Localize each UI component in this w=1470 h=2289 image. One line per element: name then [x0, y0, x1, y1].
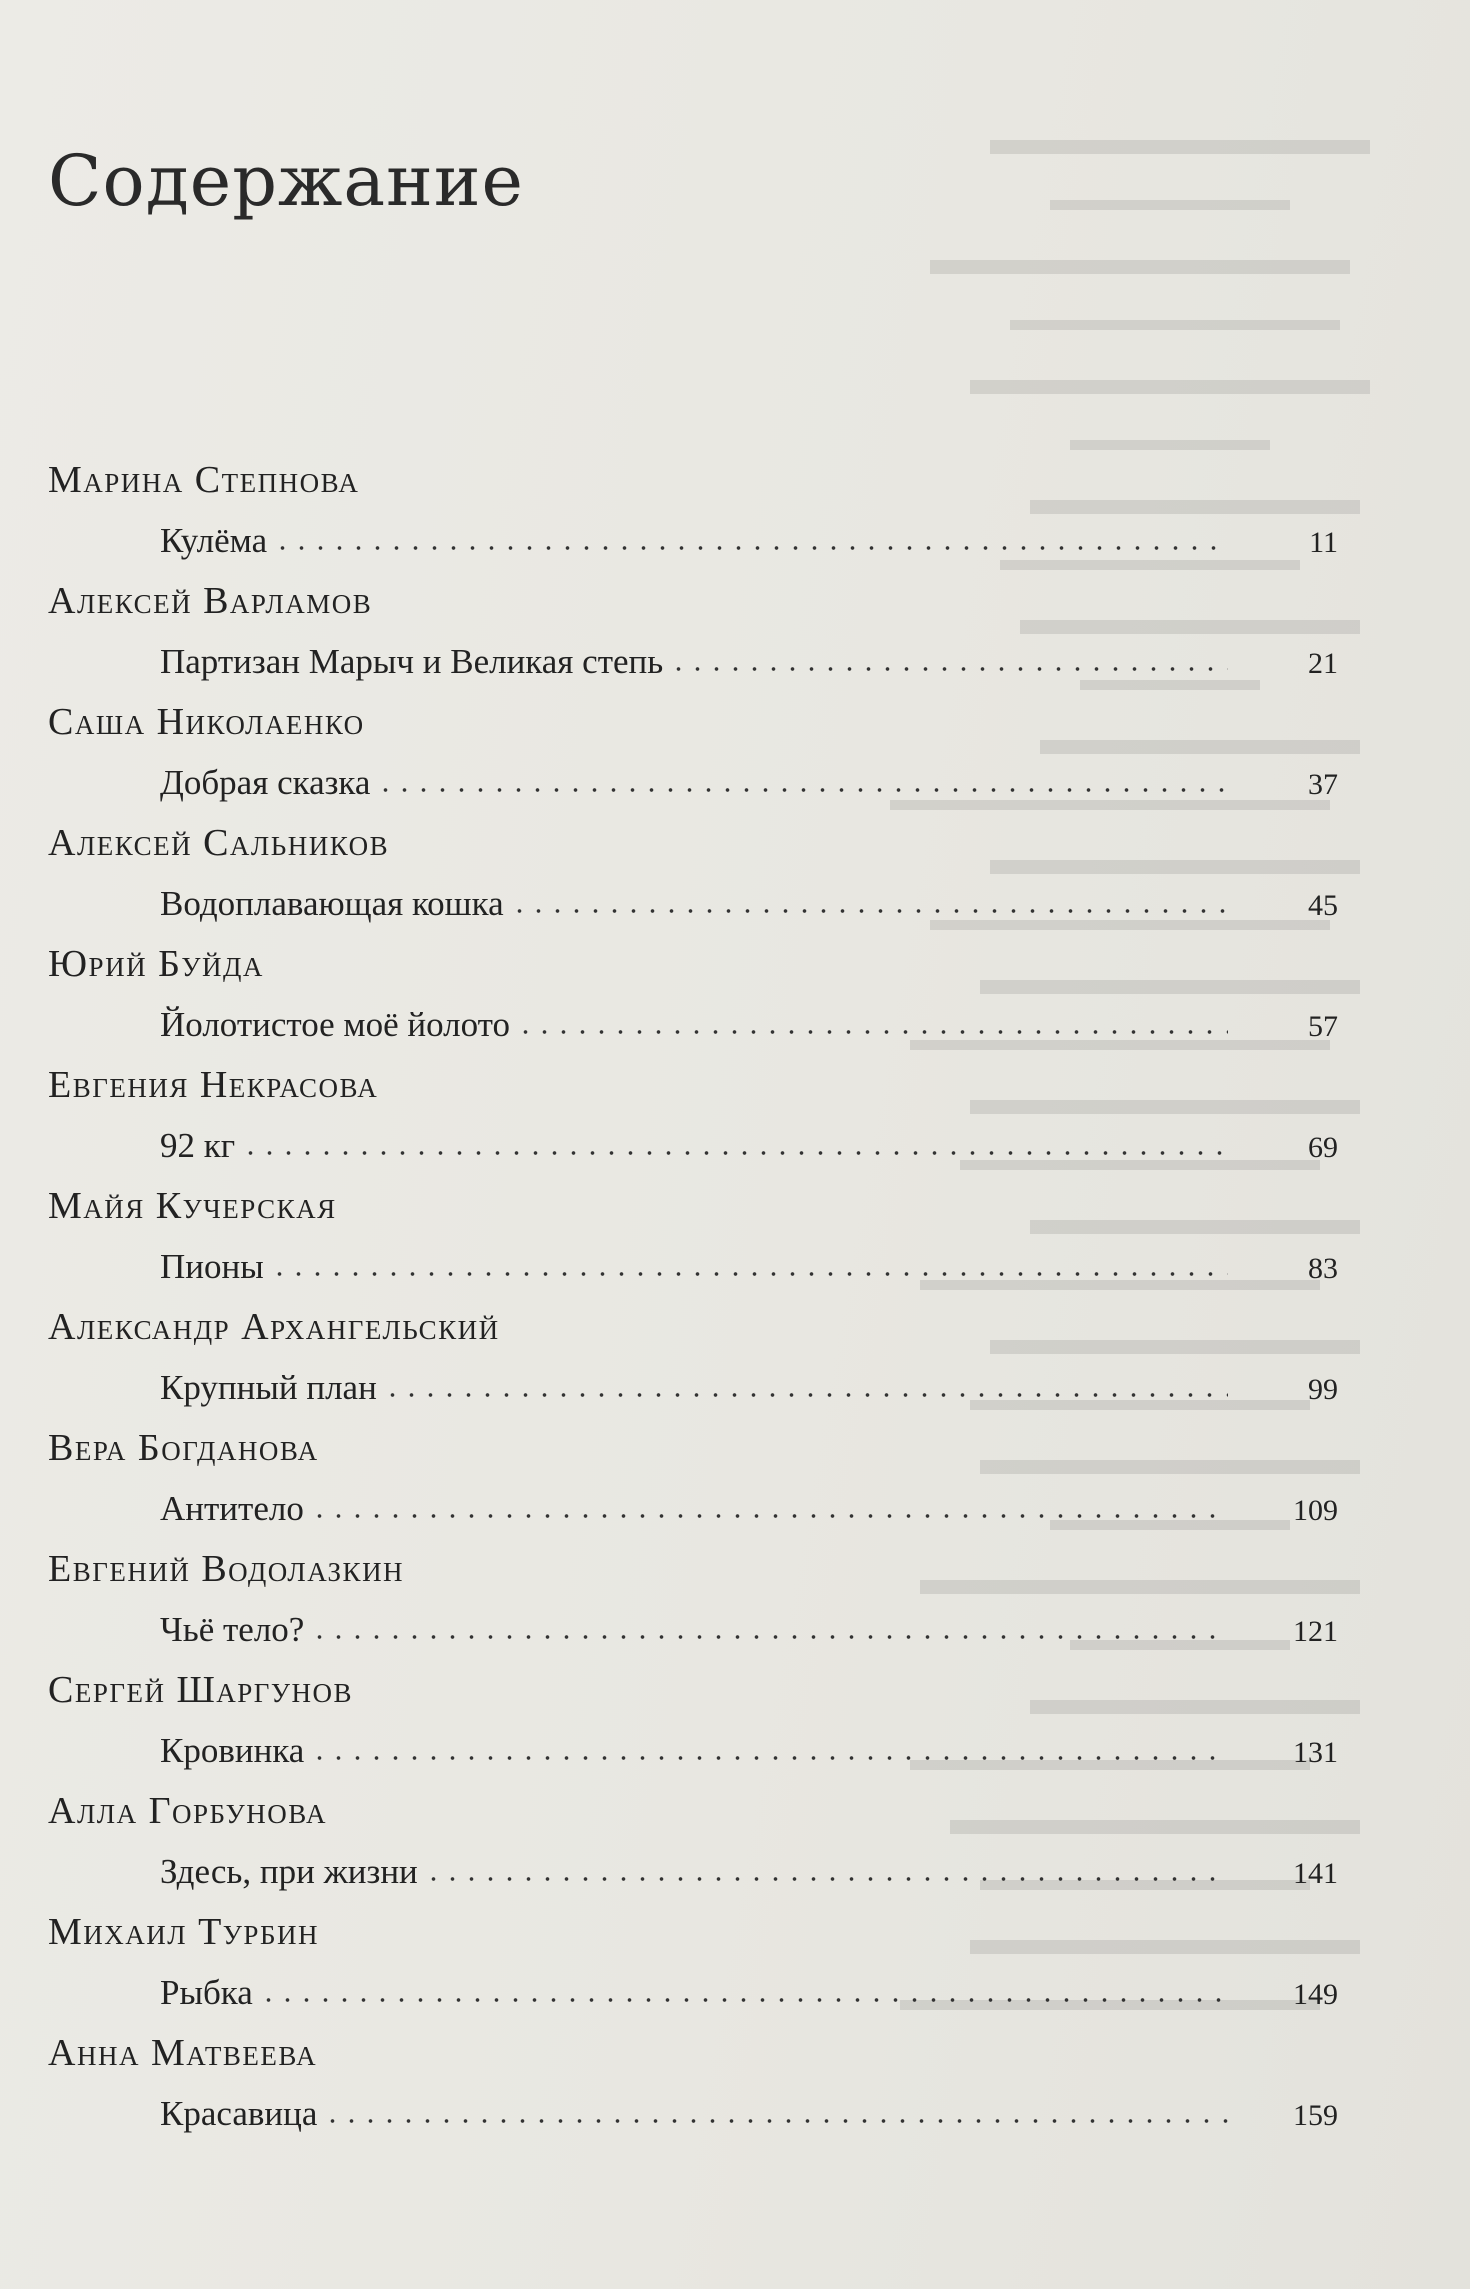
toc-work-title: Кровинка [160, 1731, 305, 1770]
toc-author: Алексей Варламов [48, 580, 373, 622]
toc-page-number: 11 [1309, 526, 1338, 559]
toc-work-line[interactable] [160, 1962, 1338, 2023]
toc-page-number: 121 [1293, 1615, 1338, 1648]
toc-page-number: 45 [1308, 889, 1338, 922]
toc-work-title: Чьё тело? [160, 1610, 305, 1649]
dot-leader [669, 667, 1228, 671]
toc-work-title: Водоплавающая кошка [160, 884, 504, 923]
toc-page-number: 141 [1293, 1857, 1338, 1890]
toc-work-line[interactable] [160, 873, 1338, 934]
toc-entry [48, 571, 1338, 692]
page-title: Содержание [48, 140, 524, 222]
toc-entry [48, 1781, 1338, 1902]
toc-work-line[interactable] [160, 1599, 1338, 1660]
toc-work-title: Крупный план [160, 1368, 377, 1407]
dot-leader [376, 788, 1228, 792]
toc-entry [48, 1297, 1338, 1418]
toc-work-title: Красавица [160, 2094, 318, 2133]
toc-author: Михаил Турбин [48, 1911, 319, 1953]
dot-leader [510, 909, 1228, 913]
toc-page-number: 109 [1293, 1494, 1338, 1527]
toc-page-number: 99 [1308, 1373, 1338, 1406]
toc-work-line[interactable] [160, 1236, 1338, 1297]
toc-work-title: Партизан Марыч и Великая степь [160, 642, 664, 681]
toc-page-number: 131 [1293, 1736, 1338, 1769]
toc-page-number: 149 [1293, 1978, 1338, 2011]
toc-work-title: Кулёма [160, 521, 268, 560]
toc-author: Марина Степнова [48, 459, 360, 501]
toc-author: Евгения Некрасова [48, 1064, 379, 1106]
toc-author: Алла Горбунова [48, 1790, 328, 1832]
toc-author: Евгений Водолазкин [48, 1548, 405, 1590]
toc-entry [48, 1539, 1338, 1660]
toc-entry [48, 2023, 1338, 2144]
dot-leader [310, 1635, 1228, 1639]
toc-entry [48, 813, 1338, 934]
toc-entry [48, 692, 1338, 813]
toc-author: Майя Кучерская [48, 1185, 337, 1227]
toc-page-number: 69 [1308, 1131, 1338, 1164]
toc-work-line[interactable] [160, 510, 1338, 571]
toc-author: Александр Архангельский [48, 1306, 500, 1348]
toc-page-number: 21 [1308, 647, 1338, 680]
toc-work-line[interactable] [160, 631, 1338, 692]
dot-leader [273, 546, 1228, 550]
toc-work-line[interactable] [160, 1357, 1338, 1418]
toc-entry [48, 1176, 1338, 1297]
toc-author: Вера Богданова [48, 1427, 319, 1469]
toc-entry [48, 1055, 1338, 1176]
toc-page-number: 37 [1308, 768, 1338, 801]
toc-page-number: 159 [1293, 2099, 1338, 2132]
toc-author: Алексей Сальников [48, 822, 390, 864]
toc-entry [48, 1660, 1338, 1781]
toc-author: Саша Николаенко [48, 701, 365, 743]
toc-work-title: Рыбка [160, 1973, 253, 2012]
toc-entry [48, 1902, 1338, 2023]
toc-work-title: Йолотистое моё йолото [160, 1005, 510, 1044]
toc-work-line[interactable] [160, 752, 1338, 813]
toc-work-title: 92 кг [160, 1126, 236, 1165]
toc-work-line[interactable] [160, 1720, 1338, 1781]
dot-leader [241, 1151, 1228, 1155]
toc-page-number: 57 [1308, 1010, 1338, 1043]
toc-work-title: Антитело [160, 1489, 304, 1528]
toc-work-title: Добрая сказка [160, 763, 371, 802]
toc-author: Юрий Буйда [48, 943, 264, 985]
toc-entry [48, 1418, 1338, 1539]
dot-leader [310, 1756, 1228, 1760]
toc-work-line[interactable] [160, 1841, 1338, 1902]
toc-entry [48, 450, 1338, 571]
toc-work-line[interactable] [160, 994, 1338, 1055]
toc-work-line[interactable] [160, 1115, 1338, 1176]
toc-author: Сергей Шаргунов [48, 1669, 354, 1711]
table-of-contents [48, 450, 1338, 2144]
toc-work-title: Пионы [160, 1247, 264, 1286]
dot-leader [424, 1877, 1228, 1881]
dot-leader [310, 1514, 1228, 1518]
toc-work-line[interactable] [160, 1478, 1338, 1539]
dot-leader [383, 1393, 1228, 1397]
toc-page-number: 83 [1308, 1252, 1338, 1285]
dot-leader [516, 1030, 1228, 1034]
toc-work-line[interactable] [160, 2083, 1338, 2144]
dot-leader [259, 1998, 1228, 2002]
toc-author: Анна Матвеева [48, 2032, 318, 2074]
toc-entry [48, 934, 1338, 1055]
toc-work-title: Здесь, при жизни [160, 1852, 418, 1891]
dot-leader [270, 1272, 1228, 1276]
dot-leader [323, 2119, 1228, 2123]
